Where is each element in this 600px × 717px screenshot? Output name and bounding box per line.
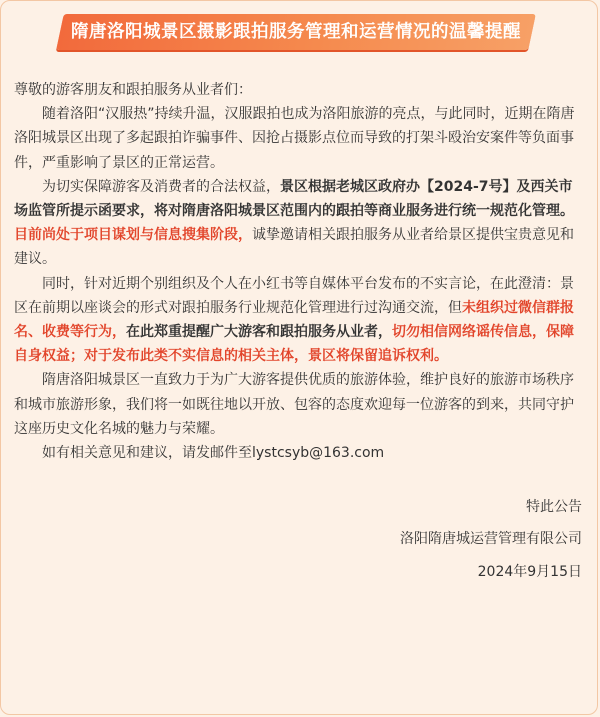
- management-policy-text: 景区根据老城区政府办【2024-7号】及西关市场监管所提示函要求，将对隋唐洛阳城景区范围内的跟拍等商业服务进行统一规范化管理。: [14, 178, 574, 220]
- notice-title: 隋唐洛阳城景区摄影跟拍服务管理和运营情况的温馨提醒: [71, 22, 521, 42]
- reminder-text: 在此郑重提醒广大游客和跟拍服务从业者，: [126, 324, 392, 341]
- paragraph-management: [14, 175, 586, 272]
- project-stage-highlight: 目前尚处于项目谋划与信息搜集阶段，: [14, 227, 252, 244]
- paragraph-background: 随着洛阳“汉服热”持续升温，汉服跟拍也成为洛阳旅游的亮点，与此同时，近期在隋唐洛阳城景区出现了多起跟拍诈骗事件、因抢占摄影点位而导致的打架斗殴治安案件等负面事件，严重影响了景区的正常运营。: [14, 106, 575, 171]
- notice-closing: 特此公告: [526, 499, 582, 516]
- clarification-intro: 同时，针对近期个别组织及个人在小红书等自媒体平台发布的不实言论，在此澄清：景区在前期以座谈会的形式对跟拍服务行业规范化管理进行过沟通交流，但: [14, 275, 574, 316]
- notice-body: [14, 78, 586, 584]
- invitation-text: 诚挚邀请相关跟拍服务从业者给景区提供宝贵意见和建议。: [14, 227, 574, 268]
- issue-date: 2024年9月15日: [477, 563, 582, 580]
- salutation: 尊敬的游客朋友和跟拍服务从业者们：: [14, 82, 252, 98]
- rumor-warning-highlight: 切勿相信网络谣传信息，保障自身权益；对于发布此类不实信息的相关主体，景区将保留追诉权利。: [14, 324, 574, 365]
- no-registration-highlight: 未组织过微信群报名、收费等行为，: [14, 299, 574, 341]
- paragraph-management-intro: 为切实保障游客及消费者的合法权益，: [42, 178, 280, 195]
- paragraph-clarification: [14, 272, 586, 369]
- issuer-company: 洛阳隋唐城运营管理有限公司: [400, 531, 582, 548]
- paragraph-commitment: 隋唐洛阳城景区一直致力于为广大游客提供优质的旅游体验，维护良好的旅游市场秩序和城市旅游形象，我们将一如既往地以开放、包容的态度欢迎每一位游客的到来，共同守护这座历史文化名城的魅力与荣耀。: [14, 372, 574, 437]
- paragraph-contact: 如有相关意见和建议，请发邮件至lystcsyb@163.com: [42, 445, 385, 462]
